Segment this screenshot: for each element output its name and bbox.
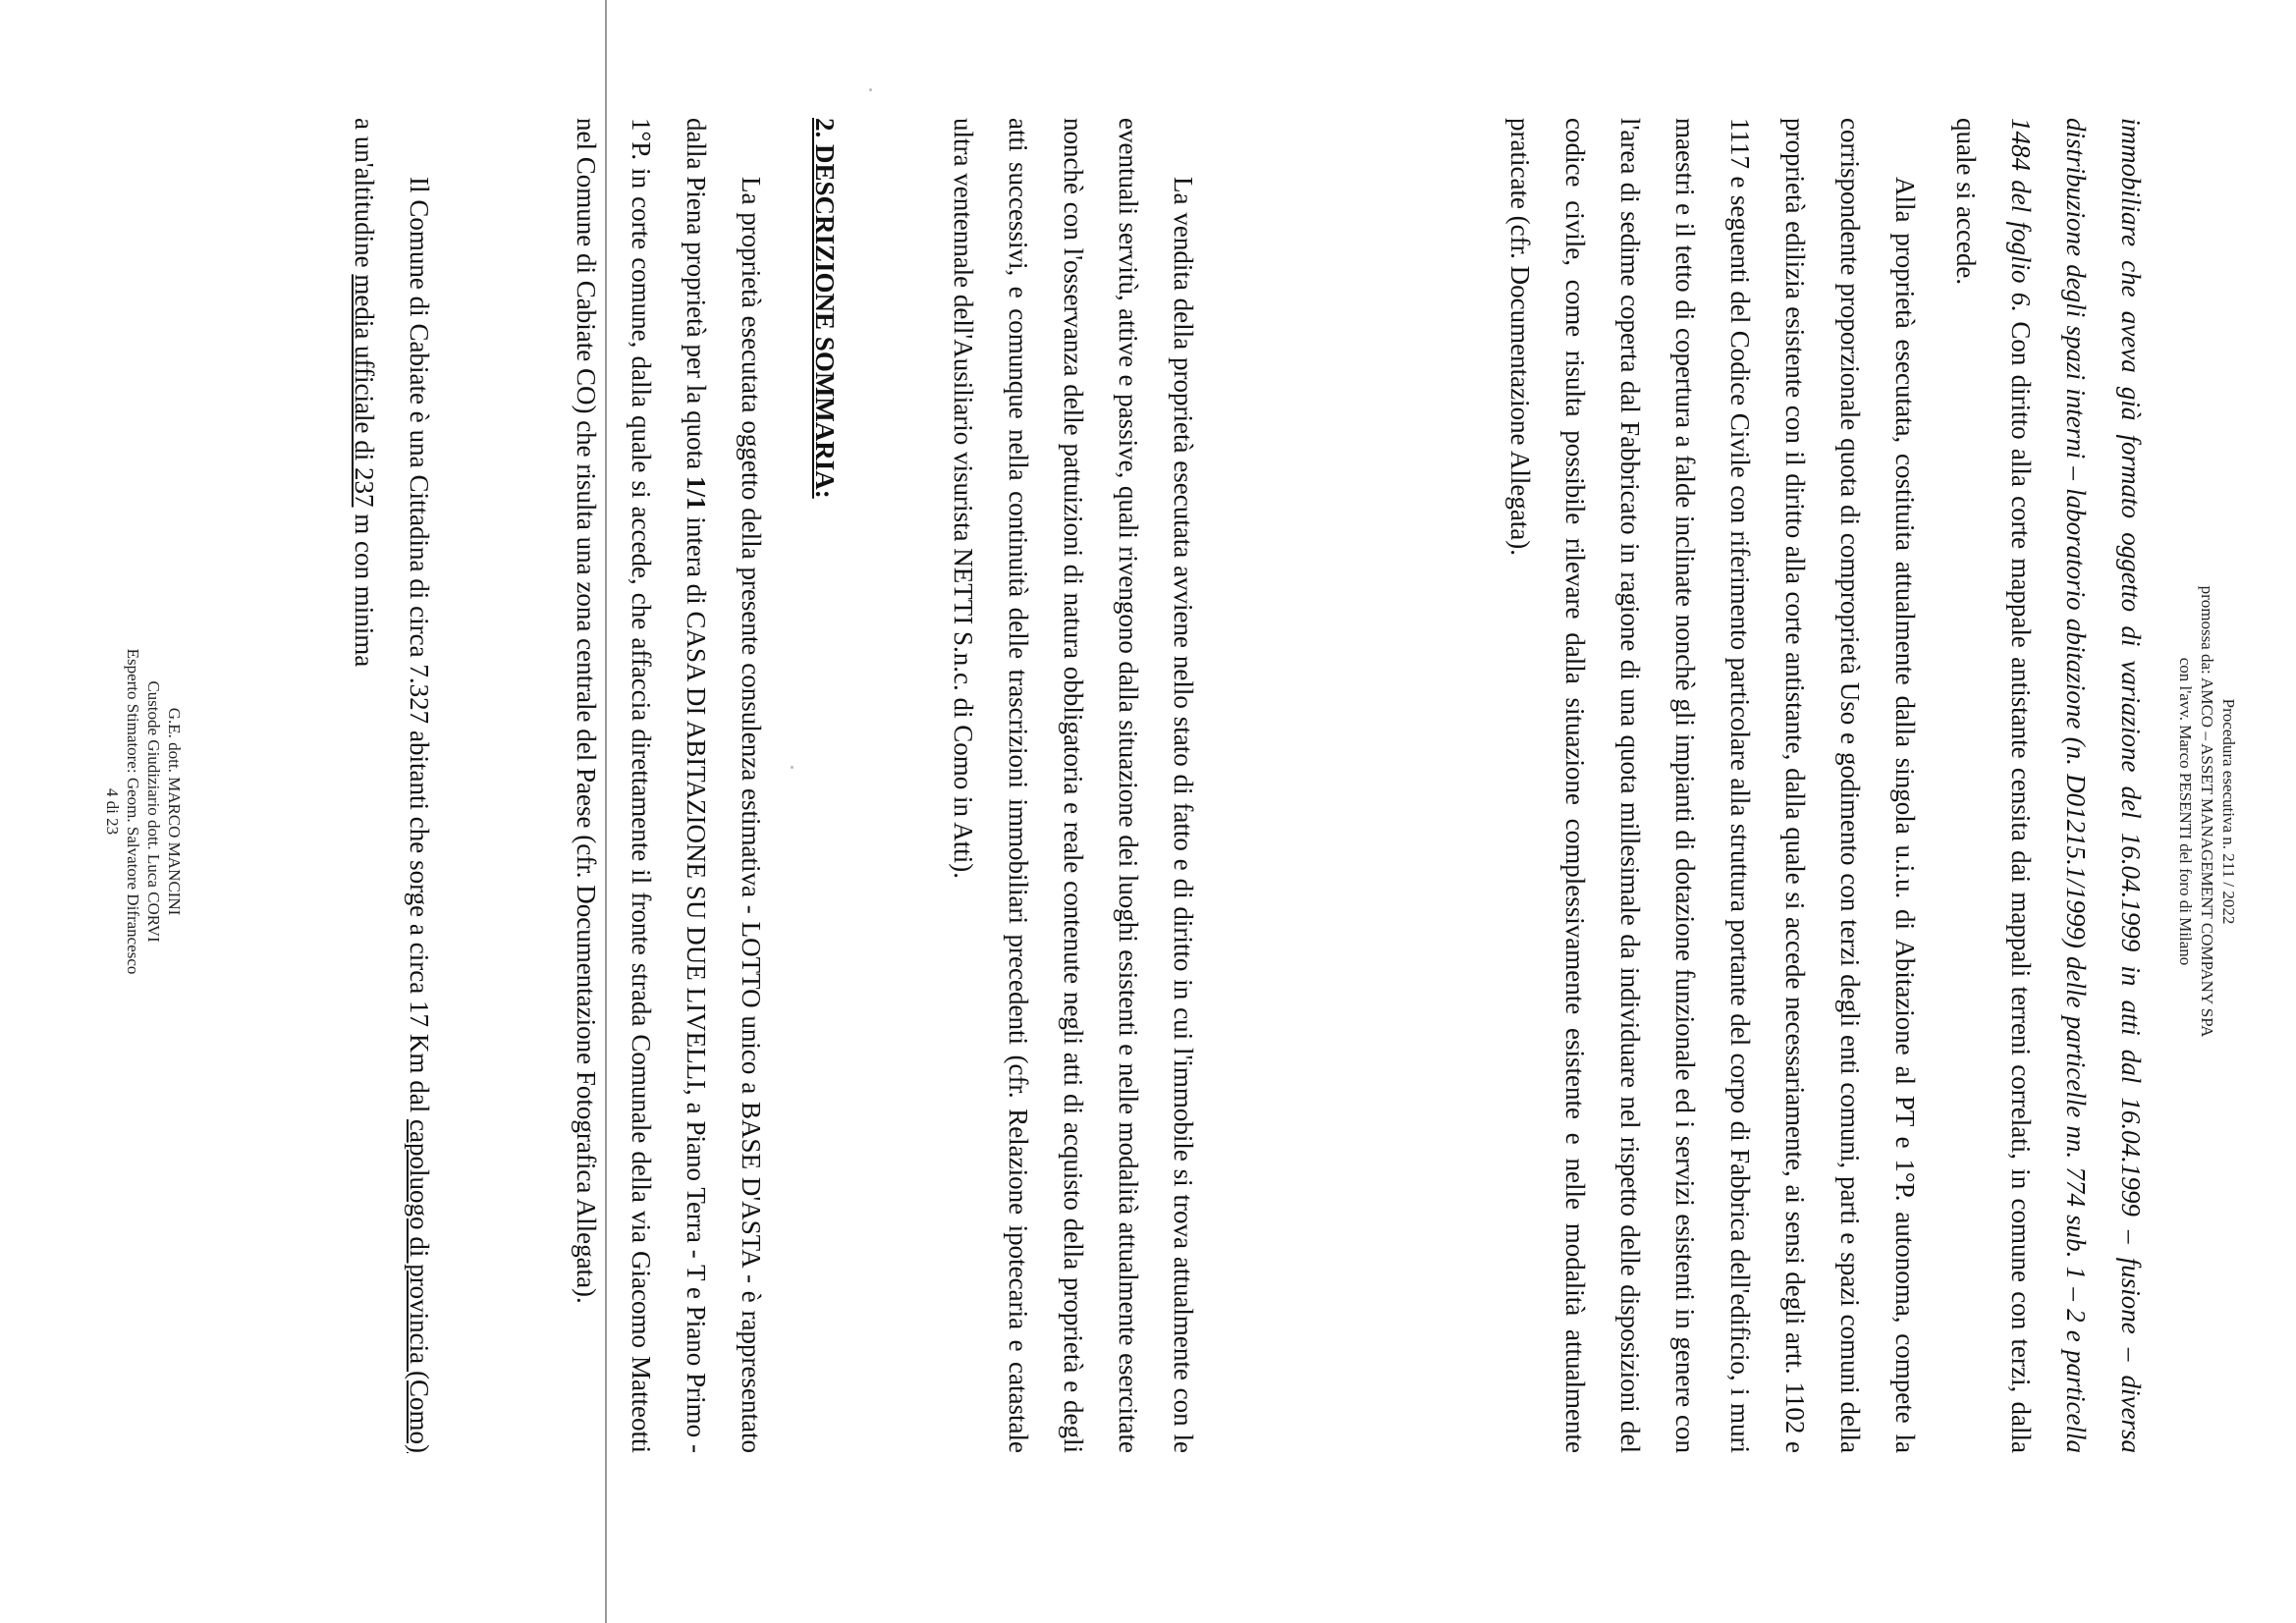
paragraph-variation bbox=[1939, 118, 2159, 1453]
description-quota: 1/1 bbox=[682, 475, 711, 511]
town-text-b: a un'altitudine bbox=[350, 118, 379, 275]
description-text-b: intera di CASA DI ABITAZIONE SU DUE LIVELLI, a Piano Terra - T e Piano Primo - 1°P. in corte comune, dalla quale si accede, che affaccia direttamente il fronte strada Comunale della via Giacomo Matteotti nel Comune di Cabiate CO) che risulta una zona centrale del Paese (cfr. Documentazione Fotografica Allegata). bbox=[572, 118, 711, 1453]
paragraph-town bbox=[337, 118, 447, 1453]
town-text-a: Il Comune di Cabiate è una Cittadina di circa 7.327 abitanti che sorge a circa 17 Km dal bbox=[405, 177, 434, 1120]
scan-speck bbox=[869, 88, 872, 91]
footer-custodian: Custode Giudiziario dott. Luca CORVI bbox=[144, 680, 163, 943]
paragraph-sale-conditions: La vendita della proprietà esecutata avviene nello stato di fatto e di diritto in cui l'immobile si trova attualmente con le eventuali servitù, attive e passive, quali rivengono dalla situazione dei luoghi esistenti e nelle modalità attualmente esercitate nonchè con l'osservanza delle pattuizioni di natura obbligatoria e reale contenute negli atti di acquisto della proprietà e degli atti successivi, e comunque nella continuità delle trascrizioni immobiliari precedenti (cfr. Relazione ipotecaria e catastale ultra ventennale dell'Ausiliario visurista NETTI S.n.c. di Como in Atti). bbox=[949, 118, 1198, 1453]
town-underlined-altitude: media ufficiale di 237 bbox=[350, 274, 379, 508]
town-underlined-province: capoluogo di provincia (Como) bbox=[405, 1119, 434, 1453]
footer-page-number: 4 di 23 bbox=[103, 787, 122, 836]
paragraph-description bbox=[559, 118, 779, 1453]
scan-speck bbox=[791, 766, 793, 769]
header-lawyer: con l'avv. Marco PESENTI del foro di Milano bbox=[2176, 657, 2195, 966]
footer-judge: G.E. dott. MARCO MANCINI bbox=[165, 707, 184, 916]
fold-line bbox=[605, 0, 607, 1623]
town-text-c: m con minima bbox=[350, 507, 379, 668]
footer-expert: Esperto Stimatore: Geom. Salvatore Difrancesco bbox=[124, 648, 142, 975]
header-procedure: Procedura esecutiva n. 211 / 2022 bbox=[2219, 698, 2238, 925]
variation-italic-text: immobiliare che aveva già formato oggetto di variazione del 16.04.1999 in atti dal 16.04.1999 – fusione – diversa distribuzione degli spazi interni – laboratorio abitazione (n. D01215.1/1999) delle particelle nn. 774 sub. 1 – 2 e particella 1484 del foglio 6. bbox=[2006, 118, 2146, 1453]
paragraph-common-parts: Alla proprietà esecutata, costituita attualmente dalla singola u.i.u. di Abitazione al PT e 1°P. autonoma, compete la corrispondente proporzionale quota di comproprietà Uso e godimento con terzi degli enti comuni, parti e spazi comuni della proprietà edilizia esistente con il diritto alla corte antistante, dalla quale si accede necessariamente, ai sensi degli artt. 1102 e 1117 e seguenti del Codice Civile con riferimento particolare alla struttura portante del corpo di Fabbrica dell'edificio, i muri maestri e il tetto di copertura a falde inclinate nonchè gli impianti di dotazione funzionale ed i servizi esistenti in genere con l'area di sedime coperta dal Fabbricato in ragione di una quota millesimale da individuare nel rispetto delle disposizioni del codice civile, come risulta possibile rilevare dalla situazione complessivamente esistente e nelle modalità attualmente praticate (cfr. Documentazione Allegata). bbox=[1505, 118, 1920, 1453]
variation-rest-text: Con diritto alla corte mappale antistante censita dai mappali terreni correlati, in comune con terzi, dalla quale si accede. bbox=[1951, 118, 2036, 1453]
description-text-a: La proprietà esecutata oggetto della presente consulenza estimativa - LOTTO unico a BASE D'ASTA - è rappresentato dalla Piena proprietà per la quota bbox=[682, 118, 766, 1453]
section-heading: 2. DESCRIZIONE SOMMARIA: bbox=[810, 118, 840, 499]
header-promoter: promossa da: AMCO – ASSET MANAGEMENT COMPANY SPA bbox=[2198, 585, 2216, 1038]
